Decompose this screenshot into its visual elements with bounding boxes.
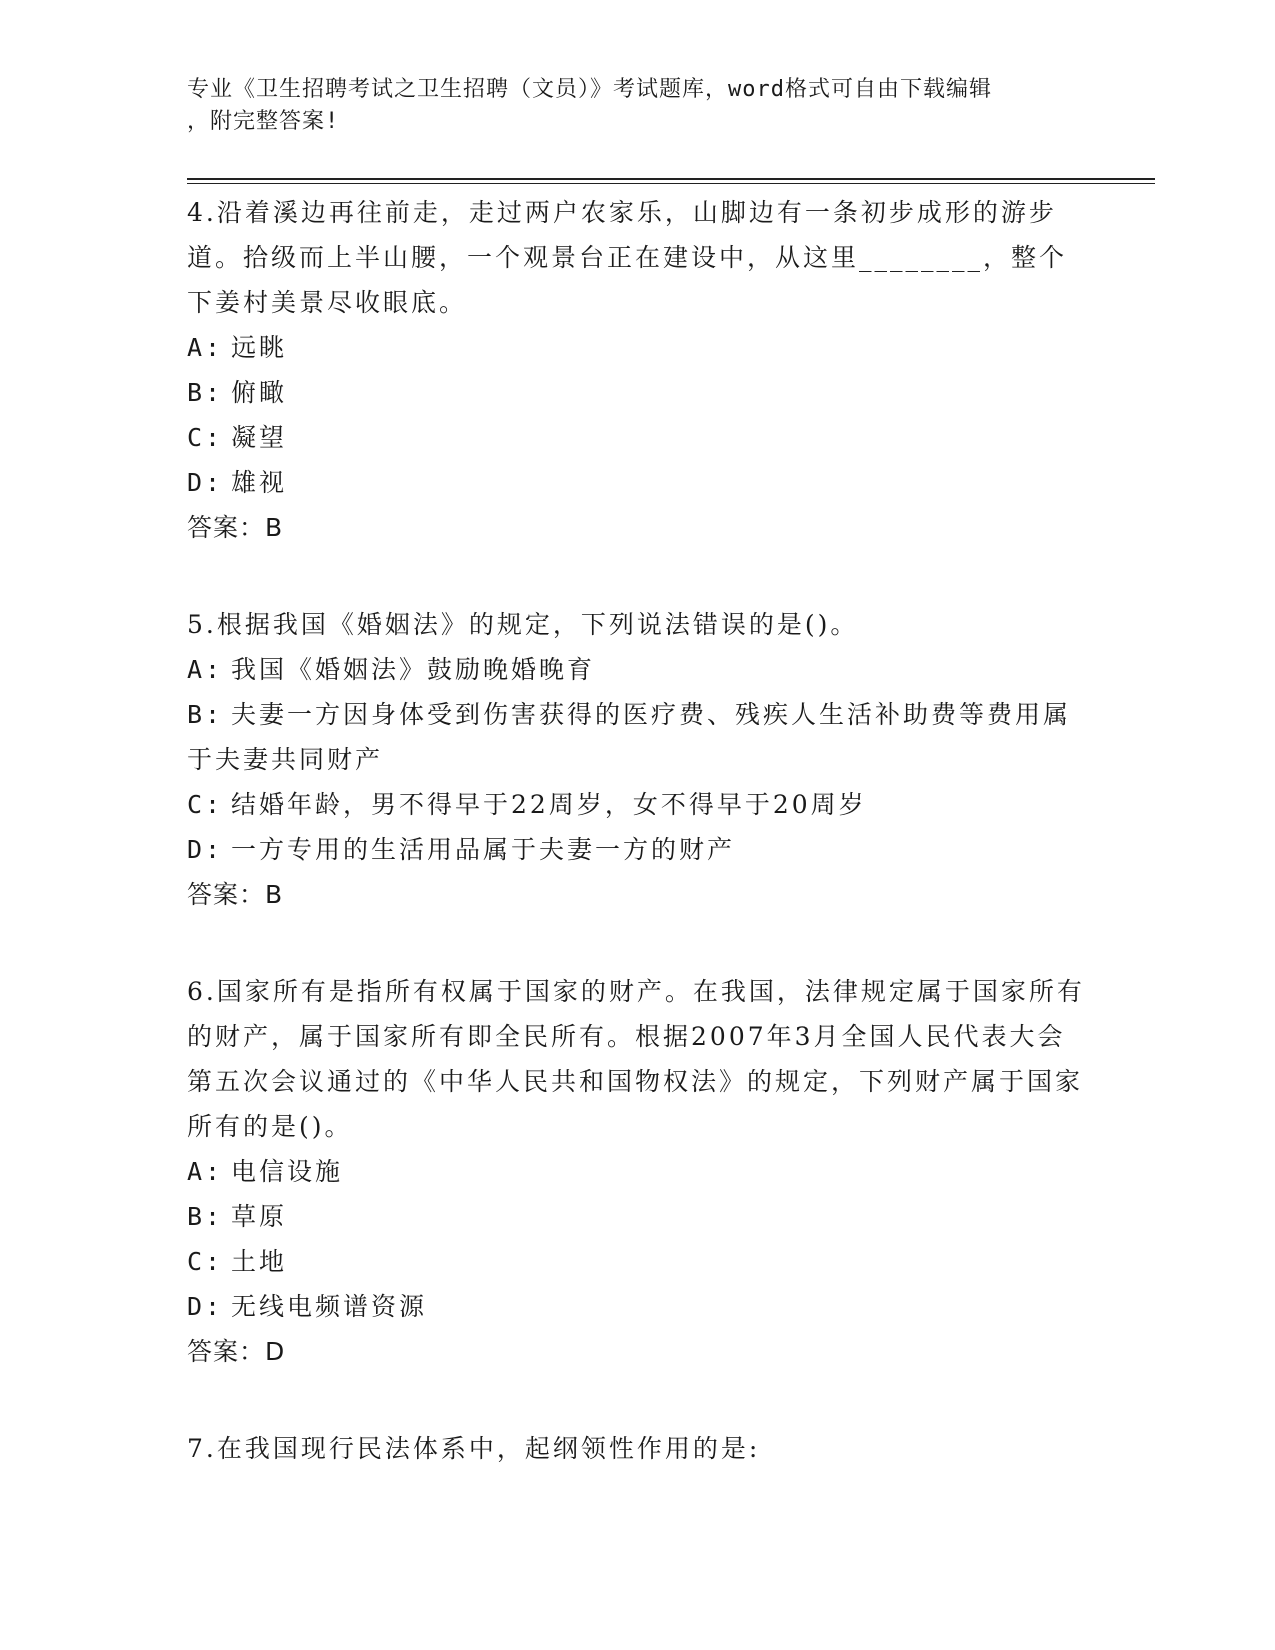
- option-key: D:: [187, 835, 224, 864]
- header-divider-thin: [187, 183, 1155, 184]
- question-4: [187, 190, 1087, 550]
- option-c: [187, 415, 1087, 460]
- option-key: C:: [187, 790, 224, 819]
- option-key: D:: [187, 1292, 224, 1321]
- option-text: 我国《婚姻法》鼓励晚婚晚育: [231, 655, 596, 684]
- option-key: B:: [187, 1202, 224, 1231]
- option-text: 一方专用的生活用品属于夫妻一方的财产: [231, 835, 736, 864]
- question-list: [187, 190, 1087, 1523]
- answer-line: 答案：B: [187, 513, 284, 542]
- option-c: [187, 1239, 1087, 1284]
- answer-line: 答案：B: [187, 880, 284, 909]
- option-text: 结婚年龄，男不得早于22周岁，女不得早于20周岁: [231, 790, 867, 819]
- question-5: [187, 602, 1087, 917]
- option-text: 雄视: [231, 468, 288, 497]
- option-b: [187, 370, 1087, 415]
- option-a: [187, 325, 1087, 370]
- option-text: 夫妻一方因身体受到伤害获得的医疗费、残疾人生活补助费等费用属于夫妻共同财产: [187, 700, 1072, 774]
- option-key: C:: [187, 423, 224, 452]
- option-text: 远眺: [231, 333, 288, 362]
- header-divider-thick: [187, 178, 1155, 180]
- option-key: A:: [187, 1157, 224, 1186]
- question-stem: 6.国家所有是指所有权属于国家的财产。在我国，法律规定属于国家所有的财产，属于国家所有即全民所有。根据2007年3月全国人民代表大会第五次会议通过的《中华人民共和国物权法》的规定，下列财产属于国家所有的是()。: [187, 977, 1085, 1141]
- option-d: [187, 1284, 1087, 1329]
- option-key: B:: [187, 700, 224, 729]
- option-text: 凝望: [231, 423, 288, 452]
- option-d: [187, 827, 1087, 872]
- option-a: [187, 1149, 1087, 1194]
- question-6: [187, 969, 1087, 1374]
- option-text: 土地: [231, 1247, 288, 1276]
- option-text: 无线电频谱资源: [231, 1292, 428, 1321]
- option-key: B:: [187, 378, 224, 407]
- header-line-1: 专业《卫生招聘考试之卫生招聘（文员）》考试题库，word格式可自由下载编辑: [187, 77, 992, 102]
- option-b: [187, 1194, 1087, 1239]
- option-key: D:: [187, 468, 224, 497]
- option-key: C:: [187, 1247, 224, 1276]
- question-stem: 4.沿着溪边再往前走，走过两户农家乐，山脚边有一条初步成形的游步道。拾级而上半山腰，一个观景台正在建设中，从这里________，整个下姜村美景尽收眼底。: [187, 198, 1068, 317]
- option-b: [187, 692, 1087, 782]
- header-line-2: ，附完整答案!: [187, 109, 340, 134]
- question-stem: 7.在我国现行民法体系中，起纲领性作用的是:: [187, 1434, 761, 1463]
- option-text: 草原: [231, 1202, 288, 1231]
- option-d: [187, 460, 1087, 505]
- option-a: [187, 647, 1087, 692]
- question-stem: 5.根据我国《婚姻法》的规定，下列说法错误的是()。: [187, 610, 859, 639]
- option-key: A:: [187, 655, 224, 684]
- document-header: [187, 74, 1087, 138]
- option-text: 俯瞰: [231, 378, 288, 407]
- option-key: A:: [187, 333, 224, 362]
- option-text: 电信设施: [231, 1157, 344, 1186]
- question-7: [187, 1426, 1087, 1471]
- option-c: [187, 782, 1087, 827]
- answer-line: 答案：D: [187, 1337, 286, 1366]
